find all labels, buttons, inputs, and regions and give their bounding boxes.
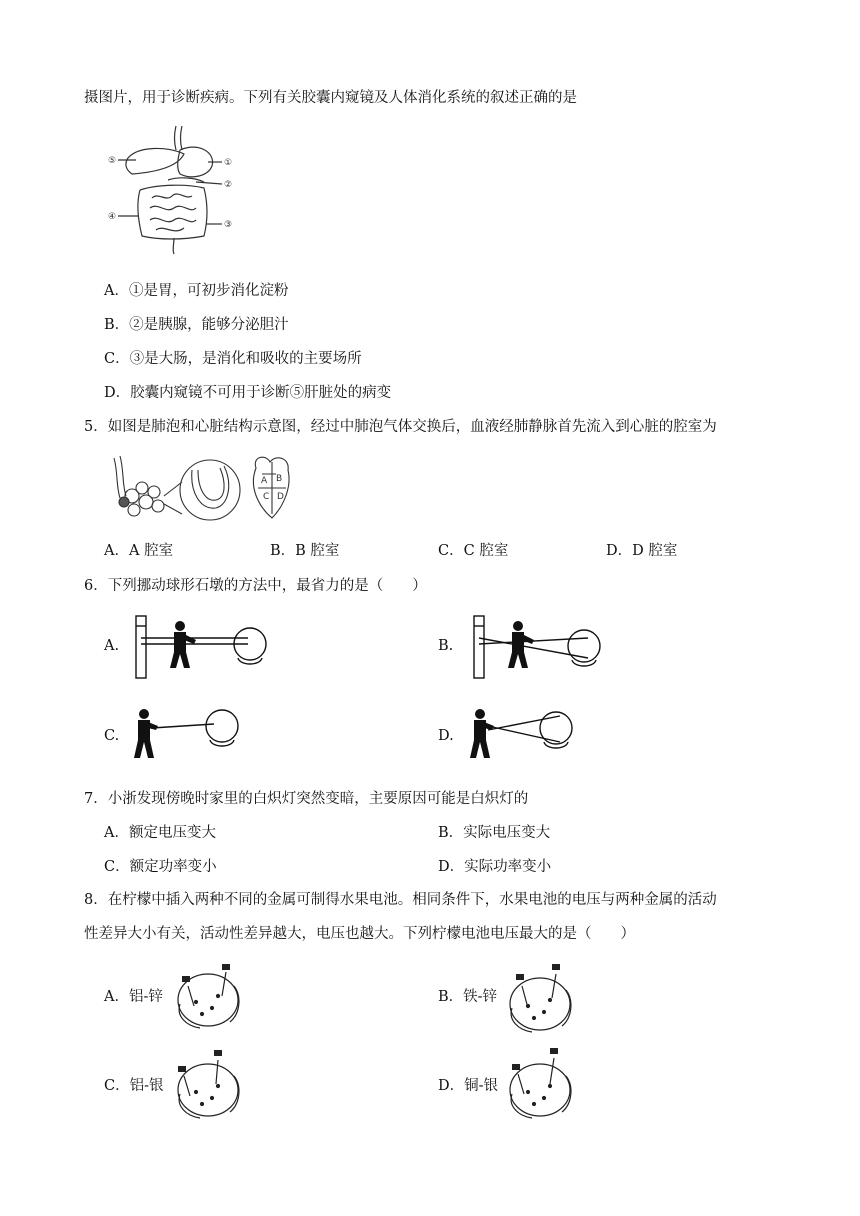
q8-option-a-lemon <box>168 956 250 1032</box>
digestive-label-2: ② <box>224 180 233 190</box>
q4-stem-continuation: 摄图片，用于诊断疾病。下列有关胶囊内窥镜及人体消化系统的叙述正确的是 <box>84 90 577 106</box>
q8-stem-line1: 8．在柠檬中插入两种不同的金属可制得水果电池。相同条件下，水果电池的电压与两种金属的活动 <box>84 892 717 908</box>
digestive-label-1: ① <box>224 158 233 168</box>
q6-option-b-letter[interactable]: B. <box>438 638 454 654</box>
q6-option-b-figure <box>466 612 610 684</box>
q8-option-d-lemon <box>500 1046 582 1122</box>
heart-label-b: B <box>276 474 283 484</box>
alveoli-heart-figure <box>106 452 306 524</box>
q8-option-b[interactable]: B．铁-锌 <box>438 989 498 1005</box>
q7-option-d[interactable]: D．实际功率变小 <box>438 859 552 875</box>
q5-stem: 5．如图是肺泡和心脏结构示意图，经过中肺泡气体交换后，血液经肺静脉首先流入到心脏的腔室为 <box>84 419 717 435</box>
q5-option-c[interactable]: C．C 腔室 <box>438 543 509 559</box>
q6-stem: 6．下列挪动球形石墩的方法中，最省力的是（ ） <box>84 578 427 594</box>
q6-option-c-figure <box>128 702 248 764</box>
digestive-label-3: ③ <box>224 220 233 230</box>
q8-option-d[interactable]: D．铜-银 <box>438 1078 499 1094</box>
heart-label-a: A <box>261 476 268 486</box>
q8-stem-line2: 性差异大小有关，活动性差异越大，电压也越大。下列柠檬电池电压最大的是（ ） <box>84 926 635 942</box>
q7-option-b[interactable]: B．实际电压变大 <box>438 825 551 841</box>
q7-option-a[interactable]: A．额定电压变大 <box>104 825 216 841</box>
q8-option-b-lemon <box>500 960 582 1036</box>
digestive-label-4: ④ <box>108 212 117 222</box>
q4-option-b[interactable]: B．②是胰腺，能够分泌胆汁 <box>104 317 289 333</box>
digestive-label-5: ⑤ <box>108 156 117 166</box>
q8-option-c[interactable]: C．铝-银 <box>104 1078 164 1094</box>
q6-option-a-figure <box>128 612 272 684</box>
q6-option-a-letter[interactable]: A. <box>104 638 120 654</box>
q7-option-c[interactable]: C．额定功率变小 <box>104 859 217 875</box>
q6-option-d-figure <box>464 702 584 764</box>
q5-option-b[interactable]: B．B 腔室 <box>270 543 340 559</box>
q5-option-a[interactable]: A．A 腔室 <box>104 543 174 559</box>
q8-option-a[interactable]: A．铝-锌 <box>104 989 163 1005</box>
q4-option-d[interactable]: D．胶囊内窥镜不可用于诊断⑤肝脏处的病变 <box>104 385 392 401</box>
q6-option-c-letter[interactable]: C. <box>104 728 120 744</box>
q8-option-c-lemon <box>168 1046 250 1122</box>
q7-stem: 7．小浙发现傍晚时家里的白炽灯突然变暗，主要原因可能是白炽灯的 <box>84 791 529 807</box>
q5-option-d[interactable]: D．D 腔室 <box>606 543 678 559</box>
q6-option-d-letter[interactable]: D. <box>438 728 454 744</box>
heart-label-c: C <box>263 492 270 502</box>
heart-label-d: D <box>277 492 284 502</box>
digestive-system-figure <box>108 124 238 256</box>
q4-option-c[interactable]: C．③是大肠，是消化和吸收的主要场所 <box>104 351 362 367</box>
q4-option-a[interactable]: A．①是胃，可初步消化淀粉 <box>104 283 289 299</box>
